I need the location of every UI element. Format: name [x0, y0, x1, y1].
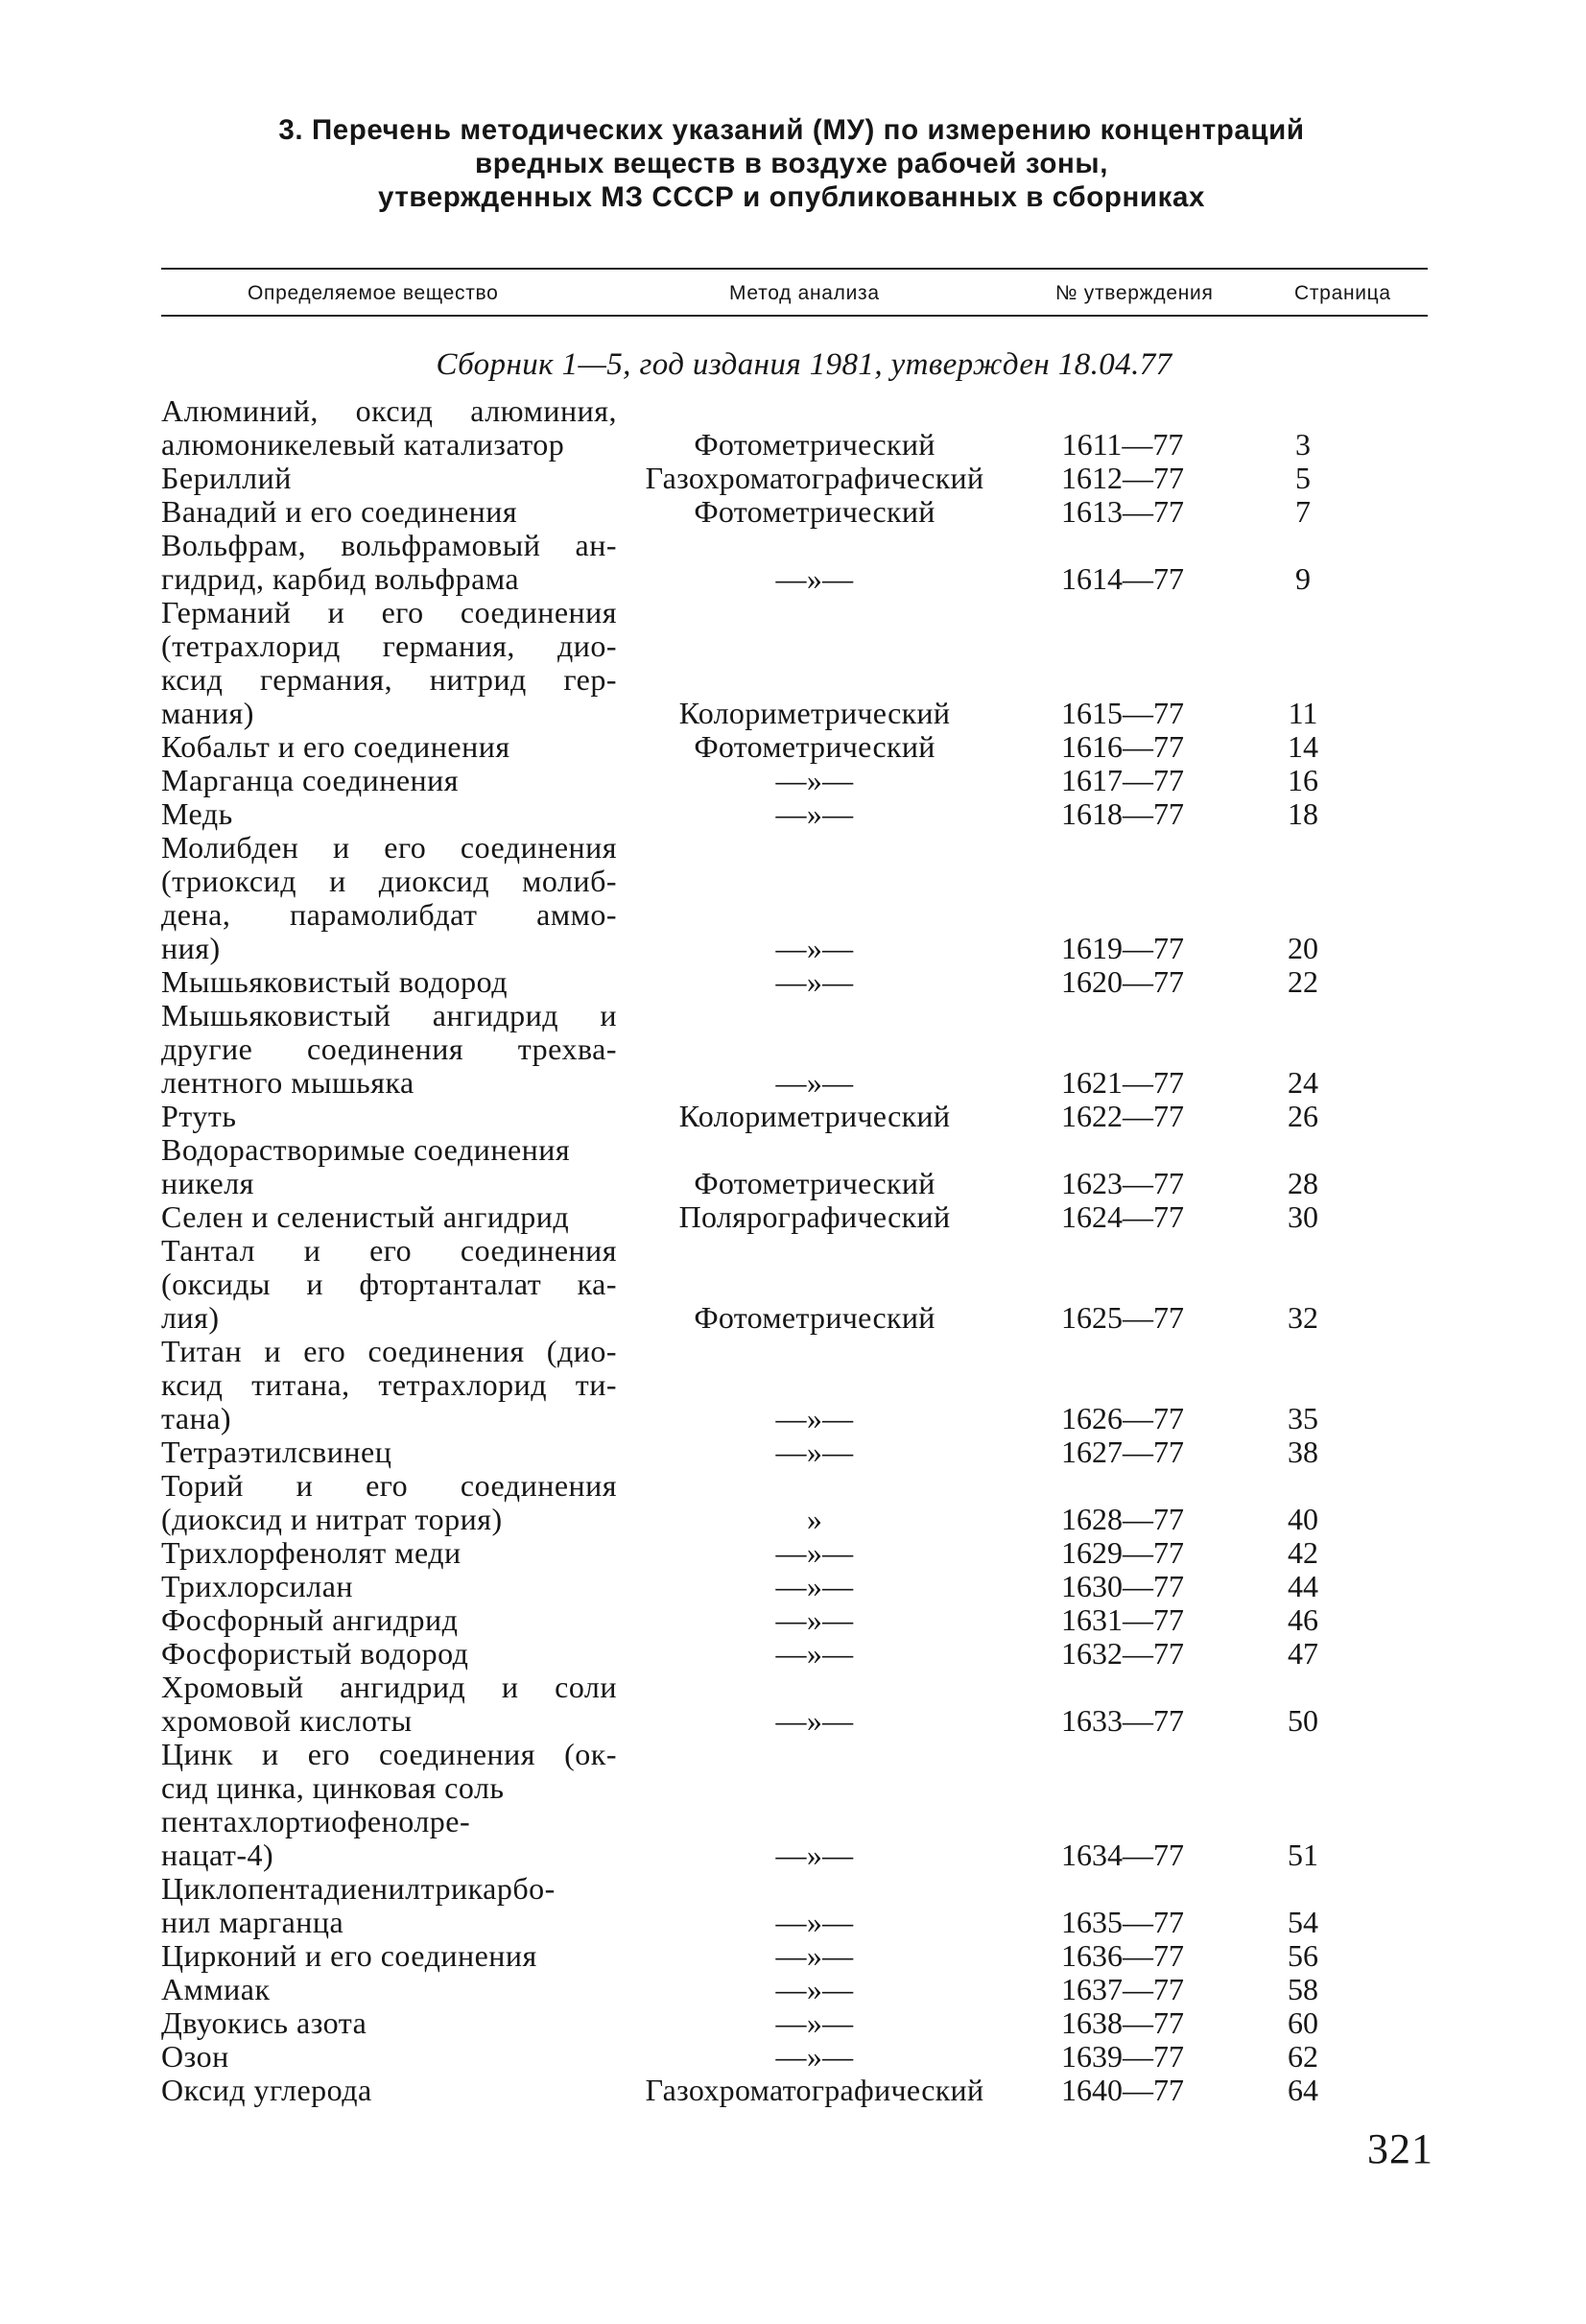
page-cell: 38 [1288, 1435, 1318, 1469]
substance-line: Бериллий [161, 461, 292, 495]
substance-cell [161, 1939, 617, 1973]
approval-number-cell: 1621—77 [1061, 1065, 1184, 1100]
page-number: 321 [1367, 2125, 1433, 2172]
method-cell: Полярографический [678, 1199, 951, 1234]
method-cell: » [806, 1502, 823, 1536]
substance-cell [161, 764, 617, 797]
table-row [161, 1200, 1428, 1234]
approval-number-cell: 1618—77 [1061, 796, 1184, 831]
substance-line: Алюминий, оксид алюминия, [161, 393, 617, 428]
method-cell: —»— [775, 1905, 854, 1939]
approval-number-cell: 1624—77 [1061, 1199, 1184, 1234]
approval-number-cell: 1640—77 [1061, 2073, 1184, 2107]
method-cell: —»— [775, 2005, 854, 2040]
method-cell: —»— [775, 931, 854, 965]
substance-line: нацат-4) [161, 1838, 274, 1872]
substance-line: Трихлорфенолят меди [161, 1535, 462, 1570]
substance-cell [161, 1738, 617, 1872]
table-row [161, 1671, 1428, 1738]
method-cell: Колориметрический [678, 696, 951, 730]
substance-cell [161, 1570, 617, 1603]
approval-number-cell: 1628—77 [1061, 1502, 1184, 1536]
page-cell: 28 [1288, 1166, 1318, 1200]
substance-line: никеля [161, 1166, 254, 1200]
approval-number-cell: 1629—77 [1061, 1535, 1184, 1570]
approval-number-cell: 1617—77 [1061, 763, 1184, 797]
approval-number-cell: 1613—77 [1061, 494, 1184, 529]
page-cell: 30 [1288, 1199, 1318, 1234]
substance-line: Мышьяковистый водород [161, 964, 508, 999]
table-row [161, 1536, 1428, 1570]
table-row [161, 2040, 1428, 2074]
substance-cell [161, 1200, 617, 1234]
substance-cell [161, 1100, 617, 1133]
page-cell: 46 [1288, 1602, 1318, 1637]
method-cell: —»— [775, 1065, 854, 1100]
method-cell: —»— [775, 964, 854, 999]
substance-line: гидрид, карбид вольфрама [161, 561, 520, 596]
heading-line: 3. Перечень методических указаний (МУ) по измерению концентраций [278, 114, 1305, 146]
approval-number-cell: 1632—77 [1061, 1636, 1184, 1671]
substance-line: дена, парамолибдат аммо- [161, 897, 617, 932]
column-header-method: Метод анализа [729, 282, 880, 304]
substance-line: Аммиак [161, 1972, 271, 2006]
page-cell: 64 [1288, 2073, 1318, 2107]
approval-number-cell: 1637—77 [1061, 1972, 1184, 2006]
substance-line: тана) [161, 1401, 232, 1435]
substance-line: Титан и его соединения (дио- [161, 1334, 617, 1368]
page-cell: 54 [1288, 1905, 1318, 1939]
substance-cell [161, 1973, 617, 2006]
page-cell: 58 [1288, 1972, 1318, 2006]
method-cell: —»— [775, 561, 854, 596]
approval-number-cell: 1634—77 [1061, 1838, 1184, 1872]
method-cell: —»— [775, 1435, 854, 1469]
method-cell: —»— [775, 1535, 854, 1570]
substance-line: Марганца соединения [161, 763, 460, 797]
table-row [161, 1973, 1428, 2006]
table-row [161, 1335, 1428, 1435]
table-row [161, 596, 1428, 730]
method-cell: Газохроматографический [645, 461, 984, 495]
substance-line: Хромовый ангидрид и соли [161, 1670, 617, 1704]
approval-number-cell: 1630—77 [1061, 1569, 1184, 1603]
approval-number-cell: 1612—77 [1061, 461, 1184, 495]
method-cell: —»— [775, 1636, 854, 1671]
substance-cell [161, 1234, 617, 1335]
approval-number-cell: 1623—77 [1061, 1166, 1184, 1200]
substance-cell [161, 1435, 617, 1469]
approval-number-cell: 1615—77 [1061, 696, 1184, 730]
substance-line: Циклопентадиенилтрикарбо- [161, 1871, 556, 1906]
substance-line: Оксид углерода [161, 2073, 372, 2107]
substance-line: Ванадий и его соединения [161, 494, 518, 529]
table-row [161, 1133, 1428, 1200]
substance-line: Озон [161, 2039, 229, 2074]
table-body [161, 394, 1428, 2107]
substance-line: Кобальт и его соединения [161, 729, 510, 764]
approval-number-cell: 1631—77 [1061, 1602, 1184, 1637]
approval-number-cell: 1625—77 [1061, 1300, 1184, 1335]
page-cell: 9 [1295, 561, 1311, 596]
table-row [161, 1234, 1428, 1335]
substance-cell [161, 1872, 617, 1939]
substance-cell [161, 1469, 617, 1536]
substance-cell [161, 999, 617, 1100]
approval-number-cell: 1639—77 [1061, 2039, 1184, 2074]
approval-number-cell: 1635—77 [1061, 1905, 1184, 1939]
table-row [161, 462, 1428, 495]
method-cell: Колориметрический [678, 1099, 951, 1133]
substance-line: лентного мышьяка [161, 1065, 414, 1100]
page-cell: 56 [1288, 1938, 1318, 1973]
method-cell: —»— [775, 763, 854, 797]
table-row [161, 495, 1428, 529]
page-cell: 11 [1288, 696, 1318, 730]
page-cell: 42 [1288, 1535, 1318, 1570]
substance-cell [161, 1637, 617, 1671]
method-cell: Фотометрический [694, 427, 935, 462]
table-row [161, 394, 1428, 462]
substance-cell [161, 1671, 617, 1738]
table-row [161, 1570, 1428, 1603]
table-row [161, 2006, 1428, 2040]
page-cell: 32 [1288, 1300, 1318, 1335]
method-cell: Фотометрический [694, 729, 935, 764]
table-row [161, 730, 1428, 764]
approval-number-cell: 1620—77 [1061, 964, 1184, 999]
substance-line: Молибден и его соединения [161, 830, 617, 865]
table-header-rule [161, 315, 1428, 317]
approval-number-cell: 1636—77 [1061, 1938, 1184, 1973]
method-cell: —»— [775, 2039, 854, 2074]
table-row [161, 831, 1428, 965]
method-cell: —»— [775, 1938, 854, 1973]
substance-line: Мышьяковистый ангидрид и [161, 998, 617, 1032]
method-cell: —»— [775, 1602, 854, 1637]
substance-line: Двуокись азота [161, 2005, 367, 2040]
table-row [161, 1603, 1428, 1637]
substance-cell [161, 730, 617, 764]
column-header-approval-number: № утверждения [1055, 282, 1214, 304]
table-row [161, 529, 1428, 596]
table-row [161, 2074, 1428, 2107]
substance-line: ксид германия, нитрид гер- [161, 662, 617, 697]
page-cell: 14 [1288, 729, 1318, 764]
page-cell: 26 [1288, 1099, 1318, 1133]
table-row [161, 1469, 1428, 1536]
substance-cell [161, 462, 617, 495]
page-cell: 35 [1288, 1401, 1318, 1435]
table-row [161, 1939, 1428, 1973]
substance-line: Фосфористый водород [161, 1636, 469, 1671]
page-cell: 24 [1288, 1065, 1318, 1100]
substance-cell [161, 965, 617, 999]
method-cell: —»— [775, 1569, 854, 1603]
method-cell: —»— [775, 1703, 854, 1738]
page-cell: 47 [1288, 1636, 1318, 1671]
page-cell: 20 [1288, 931, 1318, 965]
page-cell: 60 [1288, 2005, 1318, 2040]
column-header-substance: Определяемое вещество [248, 282, 499, 304]
substance-line: Медь [161, 796, 233, 831]
substance-cell [161, 2006, 617, 2040]
page-cell: 5 [1295, 461, 1311, 495]
substance-cell [161, 1603, 617, 1637]
table-top-rule [161, 268, 1428, 270]
substance-cell [161, 495, 617, 529]
collection-section-title: Сборник 1—5, год издания 1981, утвержден 18.04.77 [436, 347, 1172, 382]
column-header-page: Страница [1294, 282, 1391, 304]
approval-number-cell: 1627—77 [1061, 1435, 1184, 1469]
substance-cell [161, 797, 617, 831]
substance-line: ния) [161, 931, 221, 965]
page-cell: 16 [1288, 763, 1318, 797]
table-row [161, 764, 1428, 797]
substance-cell [161, 831, 617, 965]
table-row [161, 999, 1428, 1100]
method-cell: —»— [775, 1401, 854, 1435]
approval-number-cell: 1616—77 [1061, 729, 1184, 764]
substance-line: Водорастворимые соединения [161, 1132, 571, 1167]
substance-cell [161, 2074, 617, 2107]
table-row [161, 1637, 1428, 1671]
substance-line: другие соединения трехва- [161, 1032, 617, 1066]
substance-line: Фосфорный ангидрид [161, 1602, 459, 1637]
approval-number-cell: 1638—77 [1061, 2005, 1184, 2040]
table-row [161, 1872, 1428, 1939]
substance-line: Тантал и его соединения [161, 1233, 617, 1268]
substance-line: хромовой кислоты [161, 1703, 413, 1738]
substance-cell [161, 529, 617, 596]
substance-line: Торий и его соединения [161, 1468, 617, 1503]
approval-number-cell: 1614—77 [1061, 561, 1184, 596]
substance-line: Селен и селенистый ангидрид [161, 1199, 570, 1234]
substance-cell [161, 1536, 617, 1570]
substance-line: Цирконий и его соединения [161, 1938, 537, 1973]
substance-line: Тетраэтилсвинец [161, 1435, 392, 1469]
substance-line: Ртуть [161, 1099, 237, 1133]
page-cell: 18 [1288, 796, 1318, 831]
substance-cell [161, 596, 617, 730]
page-cell: 3 [1295, 427, 1311, 462]
substance-line: Цинк и его соединения (ок- [161, 1737, 617, 1771]
approval-number-cell: 1611—77 [1061, 427, 1184, 462]
substance-line: нил марганца [161, 1905, 344, 1939]
method-cell: —»— [775, 1838, 854, 1872]
substance-cell [161, 1133, 617, 1200]
page-cell: 51 [1288, 1838, 1318, 1872]
heading-line: вредных веществ в воздухе рабочей зоны, [475, 148, 1108, 179]
table-row [161, 965, 1428, 999]
page-cell: 40 [1288, 1502, 1318, 1536]
page-heading [154, 113, 1430, 214]
page-cell: 7 [1295, 494, 1311, 529]
substance-cell [161, 2040, 617, 2074]
page-cell: 22 [1288, 964, 1318, 999]
method-cell: Фотометрический [694, 1300, 935, 1335]
substance-line: (диоксид и нитрат тория) [161, 1502, 503, 1536]
substance-line: лия) [161, 1300, 220, 1335]
substance-line: (тетрахлорид германия, дио- [161, 628, 617, 663]
substance-line: Вольфрам, вольфрамовый ан- [161, 528, 617, 562]
substance-line: (триоксид и диоксид молиб- [161, 864, 617, 898]
substance-line: Германий и его соединения [161, 595, 617, 629]
approval-number-cell: 1622—77 [1061, 1099, 1184, 1133]
page-cell: 62 [1288, 2039, 1318, 2074]
substance-line: ксид титана, тетрахлорид ти- [161, 1367, 617, 1402]
table-row [161, 1435, 1428, 1469]
heading-line: утвержденных МЗ СССР и опубликованных в сборниках [378, 181, 1205, 213]
table-row [161, 1738, 1428, 1872]
method-cell: —»— [775, 796, 854, 831]
page-cell: 50 [1288, 1703, 1318, 1738]
substance-line: (оксиды и фтортанталат ка- [161, 1267, 617, 1301]
substance-line: алюмоникелевый катализатор [161, 427, 565, 462]
substance-cell [161, 394, 617, 462]
table-row [161, 1100, 1428, 1133]
substance-line: мания) [161, 696, 254, 730]
approval-number-cell: 1633—77 [1061, 1703, 1184, 1738]
substance-cell [161, 1335, 617, 1435]
method-cell: Фотометрический [694, 1166, 935, 1200]
approval-number-cell: 1626—77 [1061, 1401, 1184, 1435]
method-cell: Газохроматографический [645, 2073, 984, 2107]
substance-line: сид цинка, цинковая соль [161, 1770, 505, 1805]
approval-number-cell: 1619—77 [1061, 931, 1184, 965]
table-row [161, 797, 1428, 831]
page-cell: 44 [1288, 1569, 1318, 1603]
method-cell: Фотометрический [694, 494, 935, 529]
substance-line: Трихлорсилан [161, 1569, 354, 1603]
substance-line: пентахлортиофенолре- [161, 1804, 471, 1838]
method-cell: —»— [775, 1972, 854, 2006]
